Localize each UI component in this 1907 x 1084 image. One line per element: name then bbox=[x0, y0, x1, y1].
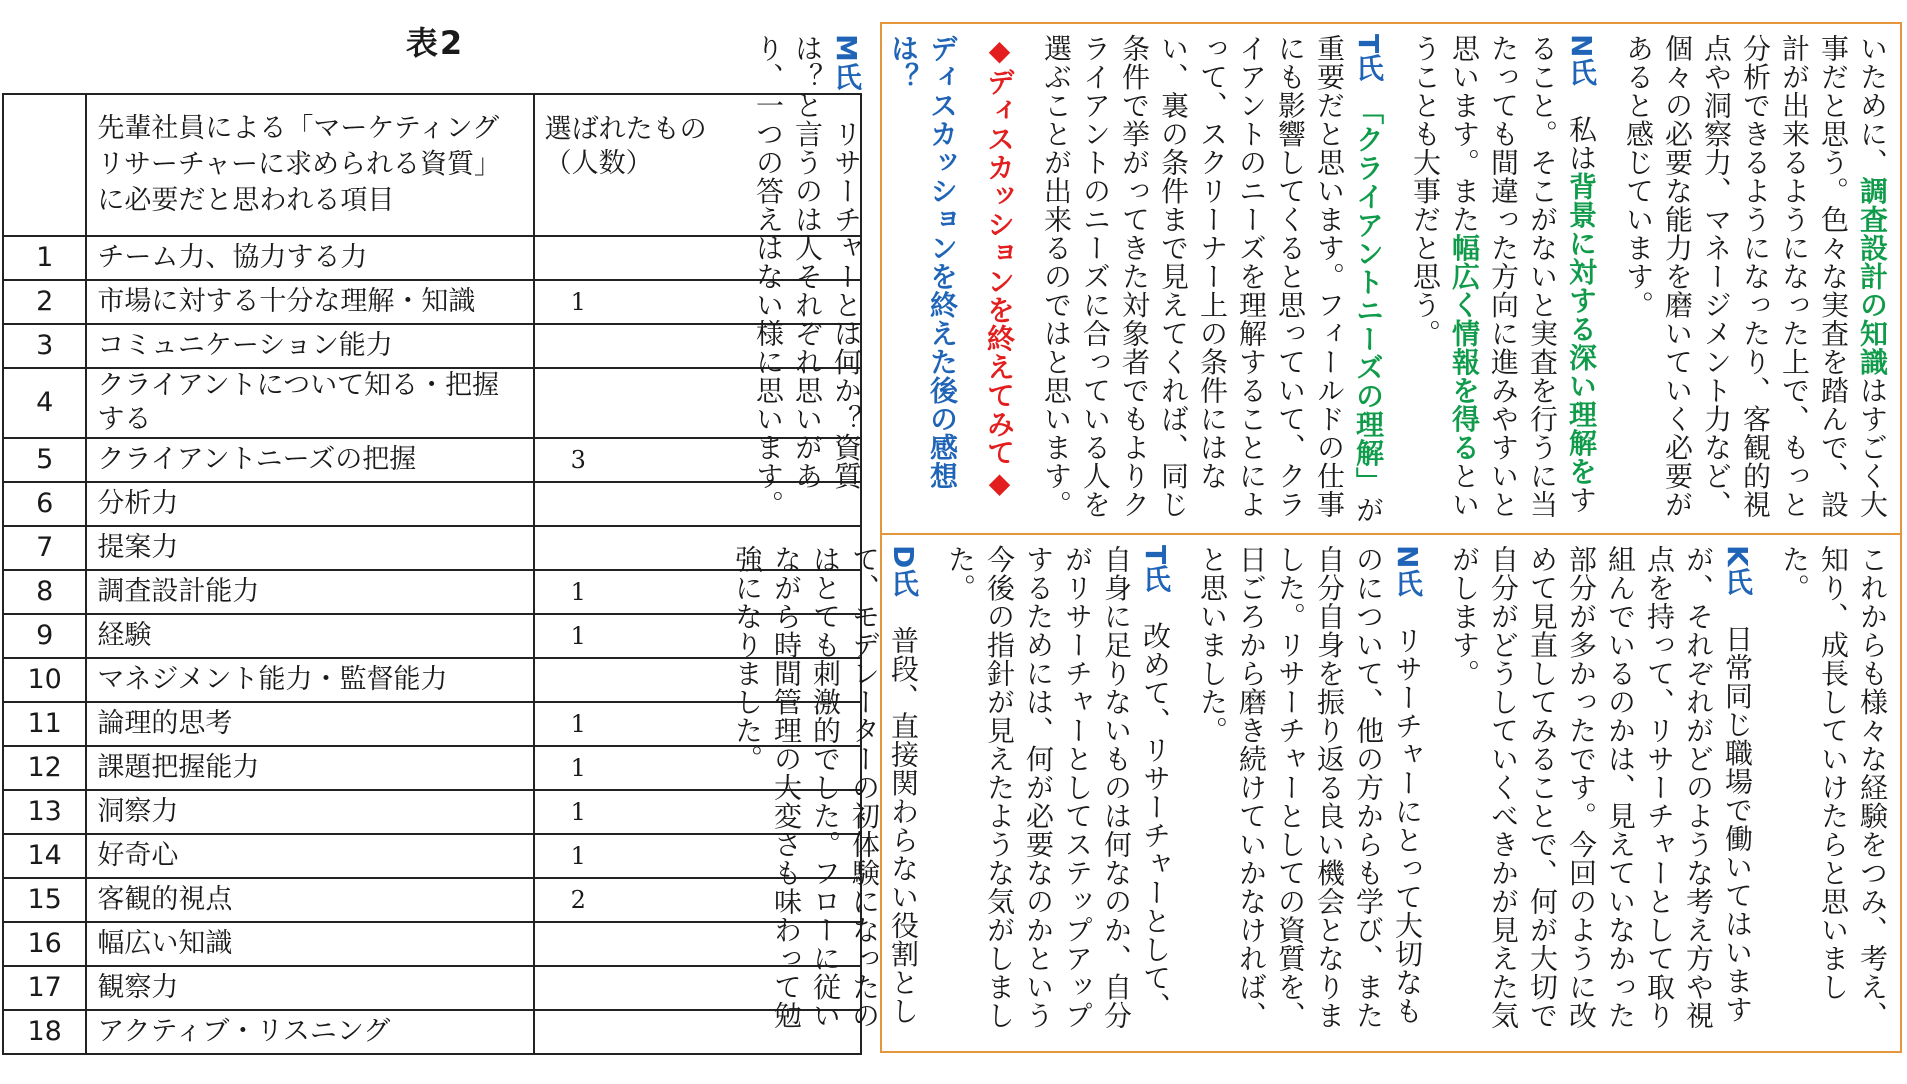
comment-text: ということも大事だと思う。 bbox=[1409, 34, 1481, 519]
row-count: 2 bbox=[534, 878, 861, 922]
row-item: 課題把握能力 bbox=[86, 746, 533, 790]
comment-text: はすごく大事だと思う。色々な実査を踏んで、設計が出来るようになった上で、もっと分析できるようになったり、客観的視点や洞察力、マネージメント力など、個々の必要な能力を磨いていく必要があると感じています。 bbox=[1622, 34, 1889, 519]
row-item: 調査設計能力 bbox=[86, 570, 533, 614]
row-count: 1 bbox=[534, 702, 861, 746]
row-item: 観察力 bbox=[86, 966, 533, 1010]
bottom-comments-panel bbox=[731, 533, 1902, 1053]
row-item: 分析力 bbox=[86, 482, 533, 526]
row-item: クライアントニーズの把握 bbox=[86, 438, 533, 482]
row-number: 14 bbox=[3, 834, 86, 878]
table-row bbox=[3, 482, 861, 526]
row-count: 1 bbox=[534, 746, 861, 790]
row-number: 4 bbox=[3, 368, 86, 438]
comment-text: 私は bbox=[1565, 114, 1598, 172]
comment-text: いために、 bbox=[1856, 34, 1889, 177]
comment-d bbox=[728, 545, 923, 1045]
comment-n2 bbox=[1193, 545, 1427, 1045]
row-number: 12 bbox=[3, 746, 86, 790]
row-item: 提案力 bbox=[86, 526, 533, 570]
comment-t bbox=[1037, 34, 1388, 527]
speaker-label: M氏 bbox=[830, 34, 863, 91]
row-number: 5 bbox=[3, 438, 86, 482]
comment-text: リサーチャーにとって大切なものについて、他の方からも学び、また自分自身を振り返る良い機会となりました。リサーチャーとしての資質を、日ごろから磨き続けていかなければ、と思いました。 bbox=[1196, 545, 1424, 1030]
row-item: マネジメント能力・監督能力 bbox=[86, 658, 533, 702]
comment-continued bbox=[1619, 34, 1892, 527]
comment-k bbox=[1445, 545, 1757, 1045]
row-item: 経験 bbox=[86, 614, 533, 658]
row-item: コミュニケーション能力 bbox=[86, 324, 533, 368]
highlight-text: 調査設計の知識 bbox=[1856, 176, 1889, 376]
comment-text: 普段、直接関わらない役割として、モデレーターの初体験になったのはとても刺激的でした。フローに従いながら時間管理の大変さも味わって勉強になりました。 bbox=[731, 545, 920, 1030]
table-row bbox=[3, 324, 861, 368]
discussion-question: ディスカッションを終えた後の感想は？ bbox=[887, 34, 959, 490]
discussion-heading: ◆ディスカッションを終えてみて◆ bbox=[983, 34, 1016, 500]
highlight-text: 「クライアントニーズの理解」 bbox=[1352, 110, 1385, 496]
row-item: 幅広い知識 bbox=[86, 922, 533, 966]
comment-text: 改めて、リサーチャーとして、自身に足りないものは何なのか、自分がリサーチャーとしてステップアップするためには、何が必要なのかという今後の指針が見えたような気がしました。 bbox=[944, 545, 1172, 1030]
row-item: チーム力、協力する力 bbox=[86, 236, 533, 280]
row-count: 1 bbox=[534, 280, 861, 324]
table-row bbox=[3, 236, 861, 280]
row-count: 1 bbox=[534, 614, 861, 658]
comment-n bbox=[1406, 34, 1601, 527]
highlight-text: 背景に対する深い理解を bbox=[1565, 171, 1598, 486]
speaker-label: N氏 bbox=[1391, 545, 1424, 598]
row-item: 好奇心 bbox=[86, 834, 533, 878]
row-count: 1 bbox=[534, 834, 861, 878]
row-number: 18 bbox=[3, 1010, 86, 1054]
row-item: アクティブ・リスニング bbox=[86, 1010, 533, 1054]
comment-text: これからも様々な経験をつみ、考え、知り、成長していけたらと思いました。 bbox=[1778, 545, 1889, 1030]
row-number: 9 bbox=[3, 614, 86, 658]
table-row bbox=[3, 280, 861, 324]
row-item: 洞察力 bbox=[86, 790, 533, 834]
comment-text: すること。そこがないと実査を行うに当たっても間違った方向に進みやすいと思います。また bbox=[1448, 34, 1598, 519]
row-number: 7 bbox=[3, 526, 86, 570]
comment-continued bbox=[1775, 545, 1892, 1045]
table-title: 表2 bbox=[405, 24, 465, 62]
row-count: 1 bbox=[534, 570, 861, 614]
row-item: 市場に対する十分な理解・知識 bbox=[86, 280, 533, 324]
comment-text: 日常同じ職場で働いてはいますが、それぞれがどのような考え方や視点を持って、リサーチャーとして取り組んでいるのかは、見えていなかった部分が多かったです。今回のように改めて見直してみることで、何が大切で自分がどうしていくべきかが見えた気がします。 bbox=[1448, 545, 1754, 1030]
row-number: 17 bbox=[3, 966, 86, 1010]
row-number: 15 bbox=[3, 878, 86, 922]
row-number: 8 bbox=[3, 570, 86, 614]
row-number: 1 bbox=[3, 236, 86, 280]
row-count: 3 bbox=[534, 438, 861, 482]
comment-text: リサーチャーとは何か？資質は？と言うのは人それぞれ思いがあり、一つの答えはない様に思います。 bbox=[752, 34, 863, 519]
top-comments-panel bbox=[752, 22, 1902, 535]
speaker-label: D氏 bbox=[887, 545, 920, 598]
speaker-label: K氏 bbox=[1721, 545, 1754, 596]
header-count-cell: 選ばれたもの （人数） bbox=[534, 94, 861, 236]
row-item: 論理的思考 bbox=[86, 702, 533, 746]
row-number: 10 bbox=[3, 658, 86, 702]
comment-text: が重要だと思います。フィールドの仕事にも影響してくると思っていて、クライアントのニーズを理解することによって、スクリーナー上の条件にはない、裏の条件まで見えてくれば、同じ条件で挙がってきた対象者でもよりクライアントのニーズに合っている人を選ぶことが出来るのではと思います。 bbox=[1040, 34, 1385, 525]
speaker-label: T氏 bbox=[1139, 545, 1172, 594]
speaker-label: N氏 bbox=[1565, 34, 1598, 87]
row-number: 13 bbox=[3, 790, 86, 834]
table-header-row bbox=[3, 94, 861, 236]
table-row bbox=[3, 368, 861, 438]
comment-t2 bbox=[941, 545, 1175, 1045]
row-number: 11 bbox=[3, 702, 86, 746]
row-number: 6 bbox=[3, 482, 86, 526]
row-number: 16 bbox=[3, 922, 86, 966]
row-item: クライアントについて知る・把握する bbox=[86, 368, 533, 438]
speaker-label: T氏 bbox=[1352, 34, 1385, 83]
row-number: 2 bbox=[3, 280, 86, 324]
highlight-text: 幅広く情報を得る bbox=[1448, 233, 1481, 462]
header-item-cell: 先輩社員による「マーケティングリサーチャーに求められる資質」に必要だと思われる項目 bbox=[86, 94, 533, 236]
row-count: 1 bbox=[534, 790, 861, 834]
table-row bbox=[3, 438, 861, 482]
row-number: 3 bbox=[3, 324, 86, 368]
header-no-cell bbox=[3, 94, 86, 236]
comment-m bbox=[749, 34, 866, 527]
row-item: 客観的視点 bbox=[86, 878, 533, 922]
